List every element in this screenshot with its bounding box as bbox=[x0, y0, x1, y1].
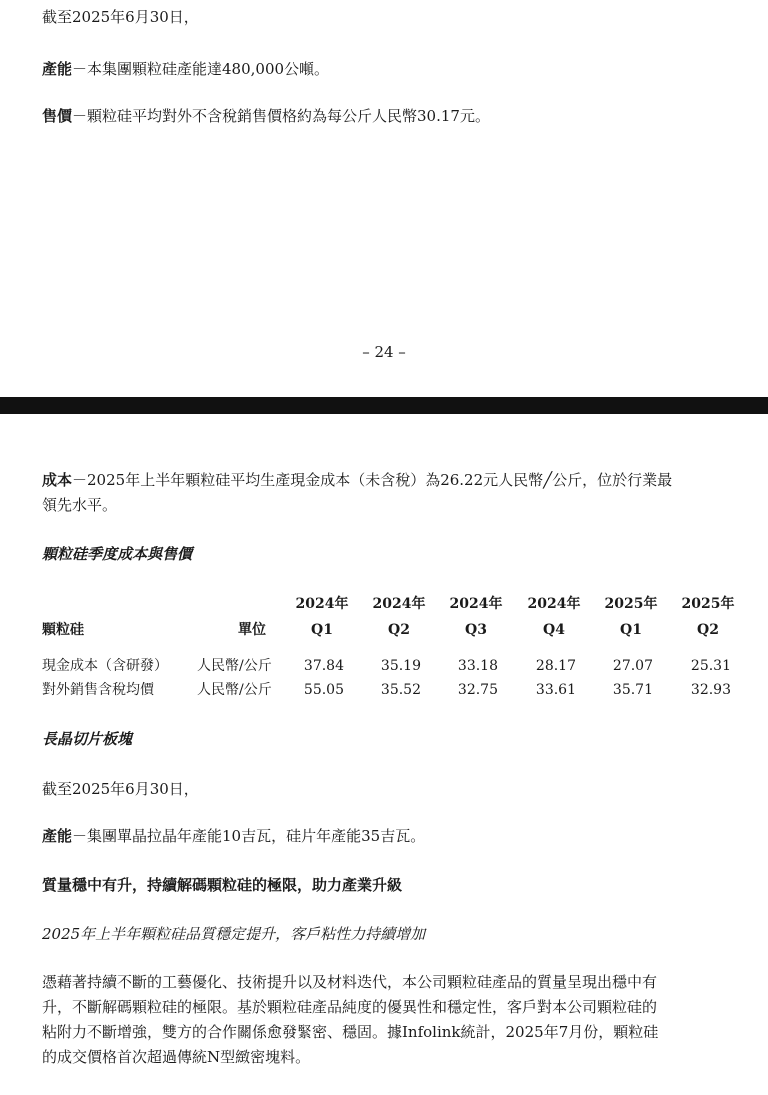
page-separator bbox=[0, 397, 768, 414]
cost-label: 成本 bbox=[42, 471, 73, 489]
capacity-line bbox=[42, 56, 329, 82]
col-header-quarter: Q3 bbox=[465, 622, 487, 638]
row-label: 現金成本（含研發） bbox=[42, 658, 168, 674]
body-line: 升，不斷解碼顆粒硅的極限。基於顆粒硅產品純度的優異性和穩定性，客戶對本公司顆粒硅的 bbox=[42, 998, 658, 1016]
col-header-year: 2024年 bbox=[295, 596, 349, 612]
section2-title: 長晶切片板塊 bbox=[42, 730, 133, 748]
col-header-year: 2024年 bbox=[449, 596, 503, 612]
price-label: 售價 bbox=[42, 107, 73, 125]
quality-heading: 質量穩中有升，持續解碼顆粒硅的極限，助力產業升級 bbox=[42, 876, 403, 894]
table-cell: 32.75 bbox=[457, 682, 498, 698]
col-header-year: 2025年 bbox=[604, 596, 658, 612]
col-header-quarter: Q2 bbox=[697, 622, 719, 638]
quality-body bbox=[42, 970, 742, 1070]
table-cell: 55.05 bbox=[303, 682, 344, 698]
section2-capacity-line bbox=[42, 823, 425, 849]
col-header-year: 2024年 bbox=[372, 596, 426, 612]
section2-capacity-text: －集團單晶拉晶年產能10吉瓦，硅片年產能35吉瓦。 bbox=[72, 827, 426, 845]
row-unit: 人民幣/公斤 bbox=[197, 658, 272, 674]
col-header-product: 顆粒硅 bbox=[42, 622, 84, 638]
quality-subheading: 2025年上半年顆粒硅品質穩定提升，客戶粘性力持續增加 bbox=[42, 925, 426, 943]
page-number: – 24 – bbox=[362, 343, 406, 361]
col-header-quarter: Q1 bbox=[311, 622, 333, 638]
table-cell: 35.52 bbox=[380, 682, 421, 698]
body-line: 憑藉著持續不斷的工藝優化、技術提升以及材料迭代，本公司顆粒硅產品的質量呈現出穩中有 bbox=[42, 973, 658, 991]
as-of-date-line: 截至2025年6月30日， bbox=[42, 8, 199, 26]
body-line: 粘附力不斷增強，雙方的合作關係愈發緊密、穩固。據Infolink統計，2025年7月份，顆粒硅 bbox=[42, 1023, 659, 1041]
table-cell: 33.18 bbox=[457, 658, 498, 674]
table-cell: 35.19 bbox=[380, 658, 421, 674]
table-title: 顆粒硅季度成本與售價 bbox=[42, 545, 193, 563]
section2-capacity-label: 產能 bbox=[42, 827, 73, 845]
cost-paragraph bbox=[42, 468, 742, 518]
table-cell: 28.17 bbox=[535, 658, 576, 674]
price-line bbox=[42, 103, 490, 129]
col-header-year: 2025年 bbox=[681, 596, 735, 612]
col-header-unit: 單位 bbox=[238, 622, 266, 638]
capacity-text: －本集團顆粒硅產能達480,000公噸。 bbox=[72, 60, 330, 78]
col-header-quarter: Q2 bbox=[388, 622, 410, 638]
table-cell: 33.61 bbox=[535, 682, 576, 698]
section2-as-of-date: 截至2025年6月30日， bbox=[42, 780, 199, 798]
col-header-year: 2024年 bbox=[527, 596, 581, 612]
row-unit: 人民幣/公斤 bbox=[197, 682, 272, 698]
table-cell: 32.93 bbox=[690, 682, 731, 698]
capacity-label: 產能 bbox=[42, 60, 73, 78]
body-line: 的成交價格首次超過傳統N型緻密塊料。 bbox=[42, 1048, 311, 1066]
row-label: 對外銷售含稅均價 bbox=[42, 682, 154, 698]
cost-text-line1: －2025年上半年顆粒硅平均生產現金成本（未含稅）為26.22元人民幣╱公斤，位於行業最 bbox=[72, 471, 673, 489]
col-header-quarter: Q4 bbox=[543, 622, 565, 638]
table-cell: 27.07 bbox=[612, 658, 653, 674]
table-cell: 25.31 bbox=[690, 658, 731, 674]
price-text: －顆粒硅平均對外不含稅銷售價格約為每公斤人民幣30.17元。 bbox=[72, 107, 490, 125]
col-header-quarter: Q1 bbox=[620, 622, 642, 638]
cost-text-line2: 領先水平。 bbox=[42, 496, 118, 514]
table-cell: 37.84 bbox=[303, 658, 344, 674]
table-cell: 35.71 bbox=[612, 682, 653, 698]
